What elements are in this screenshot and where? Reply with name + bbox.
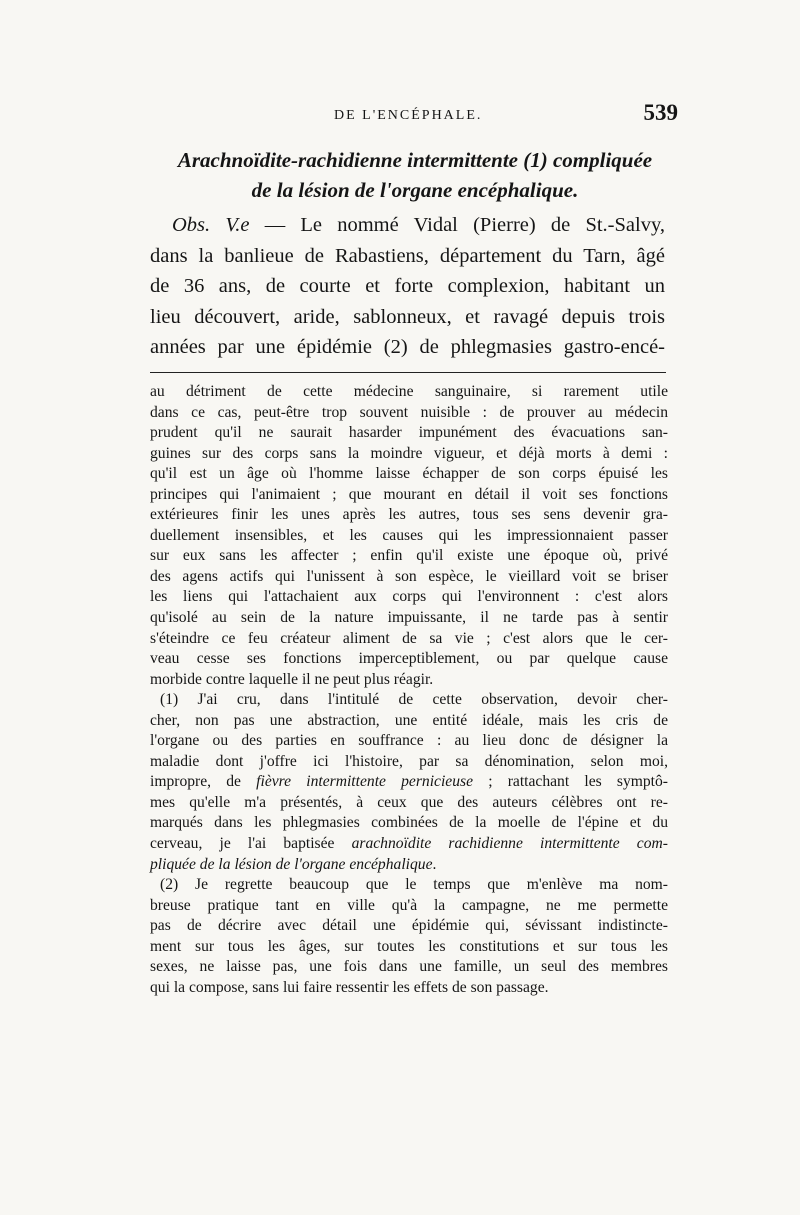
observation-paragraph [150, 210, 665, 363]
body-line: lieu découvert, aride, sablonneux, et ravagé depuis trois [150, 305, 665, 328]
footnote-text: impropre, de [150, 773, 257, 791]
footnote-italic-text: arachnoïdite rachidienne intermittente com- [351, 835, 668, 853]
footnote-line: principes qui l'animaient ; que mourant en détail il voit ses fonctions [150, 485, 668, 503]
page-header [150, 100, 678, 134]
footnote-line: les liens qui l'attachaient aux corps qui l'environnent : c'est alors [150, 588, 668, 606]
footnote-line: guines sur des corps sans la moindre vigueur, et déjà morts à demi : [150, 444, 668, 462]
running-head: DE L'ENCÉPHALE. [334, 108, 483, 123]
footnote-line: qui la compose, sans lui faire ressentir les effets de son passage. [150, 978, 549, 996]
footnote-continuation [150, 382, 668, 690]
footnote-line: l'organe ou des parties en souffrance : au lieu donc de désigner la [150, 732, 668, 750]
footnote-separator [150, 372, 666, 373]
footnote-line [150, 855, 668, 876]
footnote-line: prudent qu'il ne saurait hasarder impunément des évacuations san- [150, 424, 668, 442]
footnote-line: sexes, ne laisse pas, une fois dans une famille, un seul des membres [150, 958, 668, 976]
section-title [145, 145, 685, 205]
footnote-italic-text: pliquée de la lésion de l'organe encéphalique [150, 855, 433, 873]
body-line-text: — Le nommé Vidal (Pierre) de St.-Salvy, [249, 214, 666, 236]
footnote-line: marqués dans les phlegmasies combinées de la moelle de l'épine et du [150, 814, 668, 832]
body-line: dans la banlieue de Rabastiens, département du Tarn, âgé [150, 244, 665, 267]
footnote-line: maladie dont j'offre ici l'histoire, par sa dénomination, selon moi, [150, 752, 668, 770]
footnote-text: ; rattachant les symptô- [473, 773, 668, 791]
footnote-italic-text: fièvre intermittente pernicieuse [256, 773, 474, 791]
footnote-line: breuse pratique tant en ville qu'à la campagne, ne me permette [150, 896, 668, 914]
page-number: 539 [643, 100, 678, 125]
footnote-line: extérieures finir les unes après les autres, tous ses sens devenir gra- [150, 506, 668, 524]
observation-label: Obs. V.e [172, 214, 250, 236]
footnote-line: s'éteindre ce feu créateur aliment de sa vie ; c'est alors que le cer- [150, 629, 668, 647]
title-line-1: Arachnoïdite-rachidienne intermittente (1) compliquée [177, 148, 653, 172]
footnote-line: (2) Je regrette beaucoup que le temps que m'enlève ma nom- [160, 876, 668, 894]
footnote-line [150, 772, 668, 793]
footnote-1 [150, 690, 668, 875]
footnote-line: sur eux sans les affecter ; enfin qu'il existe une époque où, privé [150, 547, 668, 565]
footnote-text: . [432, 855, 437, 873]
title-line-2: de la lésion de l'organe encéphalique. [251, 178, 579, 202]
footnote-line: cher, non pas une abstraction, une entité idéale, mais les cris de [150, 711, 668, 729]
footnote-line: qu'il est un âge où l'homme laisse échapper de son corps épuisé les [150, 465, 668, 483]
footnote-text: cerveau, je l'ai baptisée [150, 835, 352, 853]
footnote-line [150, 834, 668, 855]
footnote-line: qu'isolé au sein de la nature impuissante, il ne tarde pas à sentir [150, 609, 668, 627]
footnote-2 [150, 875, 668, 998]
footnote-line: ment sur tous les âges, sur toutes les constitutions et sur tous les [150, 937, 668, 955]
footnote-line: veau cesse ses fonctions imperceptiblement, ou par quelque cause [150, 650, 668, 668]
footnote-line: pas de décrire avec détail une épidémie qui, sévissant indistincte- [150, 917, 668, 935]
footnote-line: au détriment de cette médecine sanguinaire, si rarement utile [150, 383, 668, 400]
body-line: années par une épidémie (2) de phlegmasies gastro-encé- [150, 336, 665, 358]
footnote-line: des agens actifs qui l'unissent à son espèce, le vieillard voit se briser [150, 567, 668, 585]
footnote-line: duellement insensibles, et les causes qui les impressionnaient passer [150, 526, 668, 544]
footnote-line: mes qu'elle m'a présentés, à ceux que des auteurs célèbres ont re- [150, 793, 668, 811]
body-line: de 36 ans, de courte et forte complexion, habitant un [150, 275, 665, 297]
footnote-line: dans ce cas, peut-être trop souvent nuisible : de prouver au médecin [150, 403, 668, 421]
footnote-line: (1) J'ai cru, dans l'intitulé de cette observation, devoir cher- [160, 691, 668, 709]
footnote-line: morbide contre laquelle il ne peut plus réagir. [150, 670, 434, 688]
footnotes [150, 382, 668, 998]
body-line [150, 210, 665, 241]
